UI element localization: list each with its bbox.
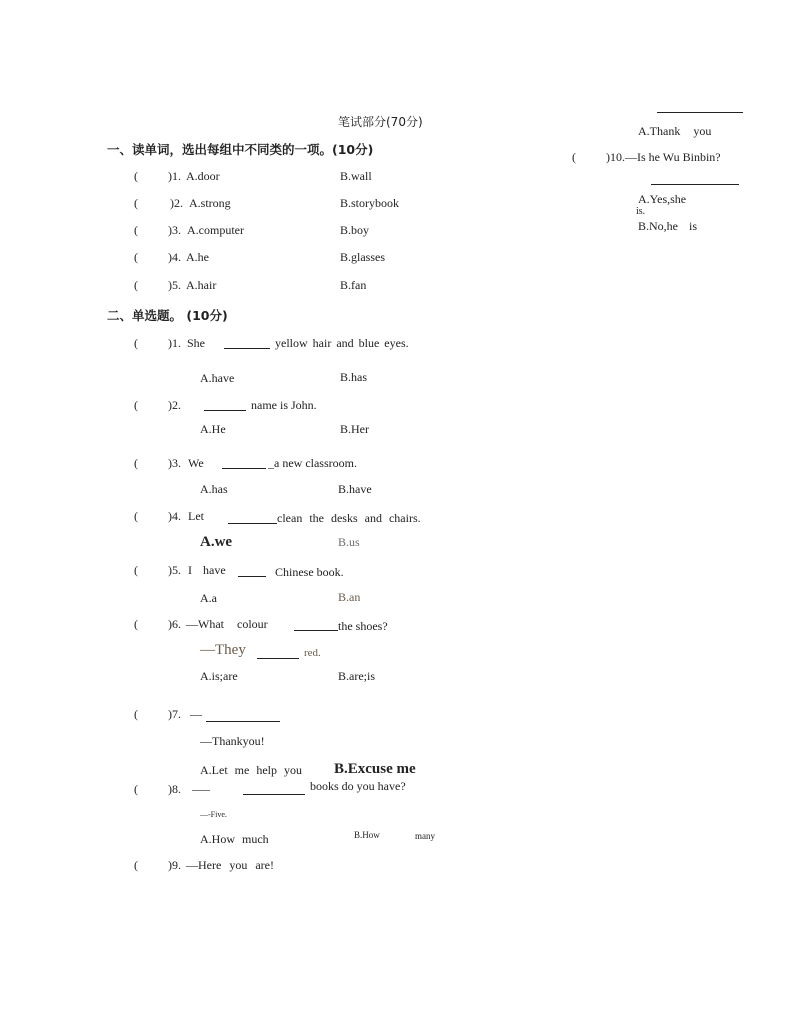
option-a: A.Yes,she: [638, 192, 687, 206]
answer-blank[interactable]: [294, 619, 338, 631]
option-b: B.wall: [340, 169, 372, 183]
reply-text: —-Five.: [200, 810, 227, 819]
option-b: B.No,he is: [638, 219, 697, 233]
answer-paren[interactable]: (: [134, 196, 138, 210]
option-a: A.door: [186, 169, 220, 183]
question-number: )8.: [168, 782, 181, 796]
answer-line[interactable]: [651, 184, 739, 185]
option-a: A.How much: [200, 832, 269, 846]
answer-blank[interactable]: [228, 512, 277, 524]
option-a: A.we: [200, 534, 233, 550]
question-number: )2.: [168, 398, 181, 412]
answer-paren[interactable]: (: [134, 509, 138, 523]
question-text: books do you have?: [310, 779, 406, 793]
option-a: A.is;are: [200, 669, 238, 683]
question-text: —What colour: [186, 617, 268, 631]
question-number: )9.: [168, 858, 181, 872]
option-a: A.He: [200, 422, 226, 436]
answer-paren[interactable]: (: [134, 250, 138, 264]
answer-paren[interactable]: (: [134, 398, 138, 412]
answer-blank[interactable]: [238, 565, 266, 577]
answer-paren[interactable]: (: [572, 150, 576, 164]
answer-paren[interactable]: (: [134, 782, 138, 796]
question-number: )6.: [168, 617, 181, 631]
question-text: clean the desks and chairs.: [277, 511, 421, 525]
question-number: )7.: [168, 707, 181, 721]
answer-paren[interactable]: (: [134, 456, 138, 470]
page-title: 笔试部分(70分): [338, 115, 423, 129]
question-text: Chinese book.: [275, 565, 344, 579]
answer-paren[interactable]: (: [134, 563, 138, 577]
option-a: A.strong: [189, 196, 231, 210]
question-text: We: [188, 456, 204, 470]
answer-blank[interactable]: [224, 337, 270, 349]
option-b: B.are;is: [338, 669, 375, 683]
question-number: )3.: [168, 223, 181, 237]
answer-text: red.: [304, 647, 321, 659]
answer-blank[interactable]: [243, 783, 305, 795]
reply-text: —Thankyou!: [200, 734, 265, 748]
section2-heading: 二、单选题。 (10分): [107, 308, 228, 323]
question-text: —Is he Wu Binbin?: [625, 150, 721, 164]
option-b: B.boy: [340, 223, 370, 237]
question-text: Let: [188, 509, 204, 523]
option-b: B.glasses: [340, 250, 385, 264]
answer-blank[interactable]: [204, 399, 246, 411]
answer-text: —They: [200, 642, 246, 658]
option-a: A.a: [200, 591, 217, 605]
answer-paren[interactable]: (: [134, 617, 138, 631]
question-number: )1.: [168, 336, 181, 350]
option-b: B.have: [338, 482, 372, 496]
option-a: A.have: [200, 371, 235, 385]
answer-line[interactable]: [657, 112, 743, 113]
option-b: B.Her: [340, 422, 369, 436]
question-text: —Here you are!: [186, 858, 274, 872]
question-number: )5.: [168, 563, 181, 577]
answer-blank[interactable]: [206, 710, 280, 722]
answer-paren[interactable]: (: [134, 336, 138, 350]
question-text: the shoes?: [338, 619, 388, 633]
option-b: many: [415, 831, 435, 841]
option-b: B.an: [338, 590, 361, 604]
answer-paren[interactable]: (: [134, 223, 138, 237]
option-a: A.hair: [186, 278, 217, 292]
answer-paren[interactable]: (: [134, 858, 138, 872]
option-b: B.Excuse me: [334, 761, 416, 777]
option-b: B.has: [340, 370, 367, 384]
question-number: )2.: [170, 196, 183, 210]
question-text: She: [187, 336, 205, 350]
question-text: I have: [188, 563, 226, 577]
question-number: )5.: [168, 278, 181, 292]
answer-paren[interactable]: (: [134, 707, 138, 721]
question-text: _a new classroom.: [268, 456, 357, 470]
question-text: —–: [192, 782, 210, 796]
option-a: A.he: [186, 250, 209, 264]
question-text: name is John.: [251, 398, 317, 412]
section1-heading: 一、读单词，选出每组中不同类的一项。(10分): [107, 142, 374, 157]
answer-blank[interactable]: [222, 457, 266, 469]
option-a: A.Thank you: [638, 124, 712, 138]
option-b: B.How: [354, 830, 380, 840]
option-b: B.storybook: [340, 196, 400, 210]
option-a: is.: [636, 206, 646, 217]
question-number: )1.: [168, 169, 181, 183]
question-number: )10.: [606, 150, 625, 164]
question-text: yellow hair and blue eyes.: [275, 336, 409, 350]
question-number: )4.: [168, 509, 181, 523]
answer-blank[interactable]: [257, 647, 299, 659]
answer-paren[interactable]: (: [134, 169, 138, 183]
question-number: )4.: [168, 250, 181, 264]
option-b: B.fan: [340, 278, 367, 292]
option-a: A.computer: [187, 223, 244, 237]
option-a: A.Let me help you: [200, 763, 302, 777]
option-a: A.has: [200, 482, 228, 496]
question-number: )3.: [168, 456, 181, 470]
question-text: —: [190, 707, 202, 721]
option-b: B.us: [338, 535, 360, 549]
answer-paren[interactable]: (: [134, 278, 138, 292]
